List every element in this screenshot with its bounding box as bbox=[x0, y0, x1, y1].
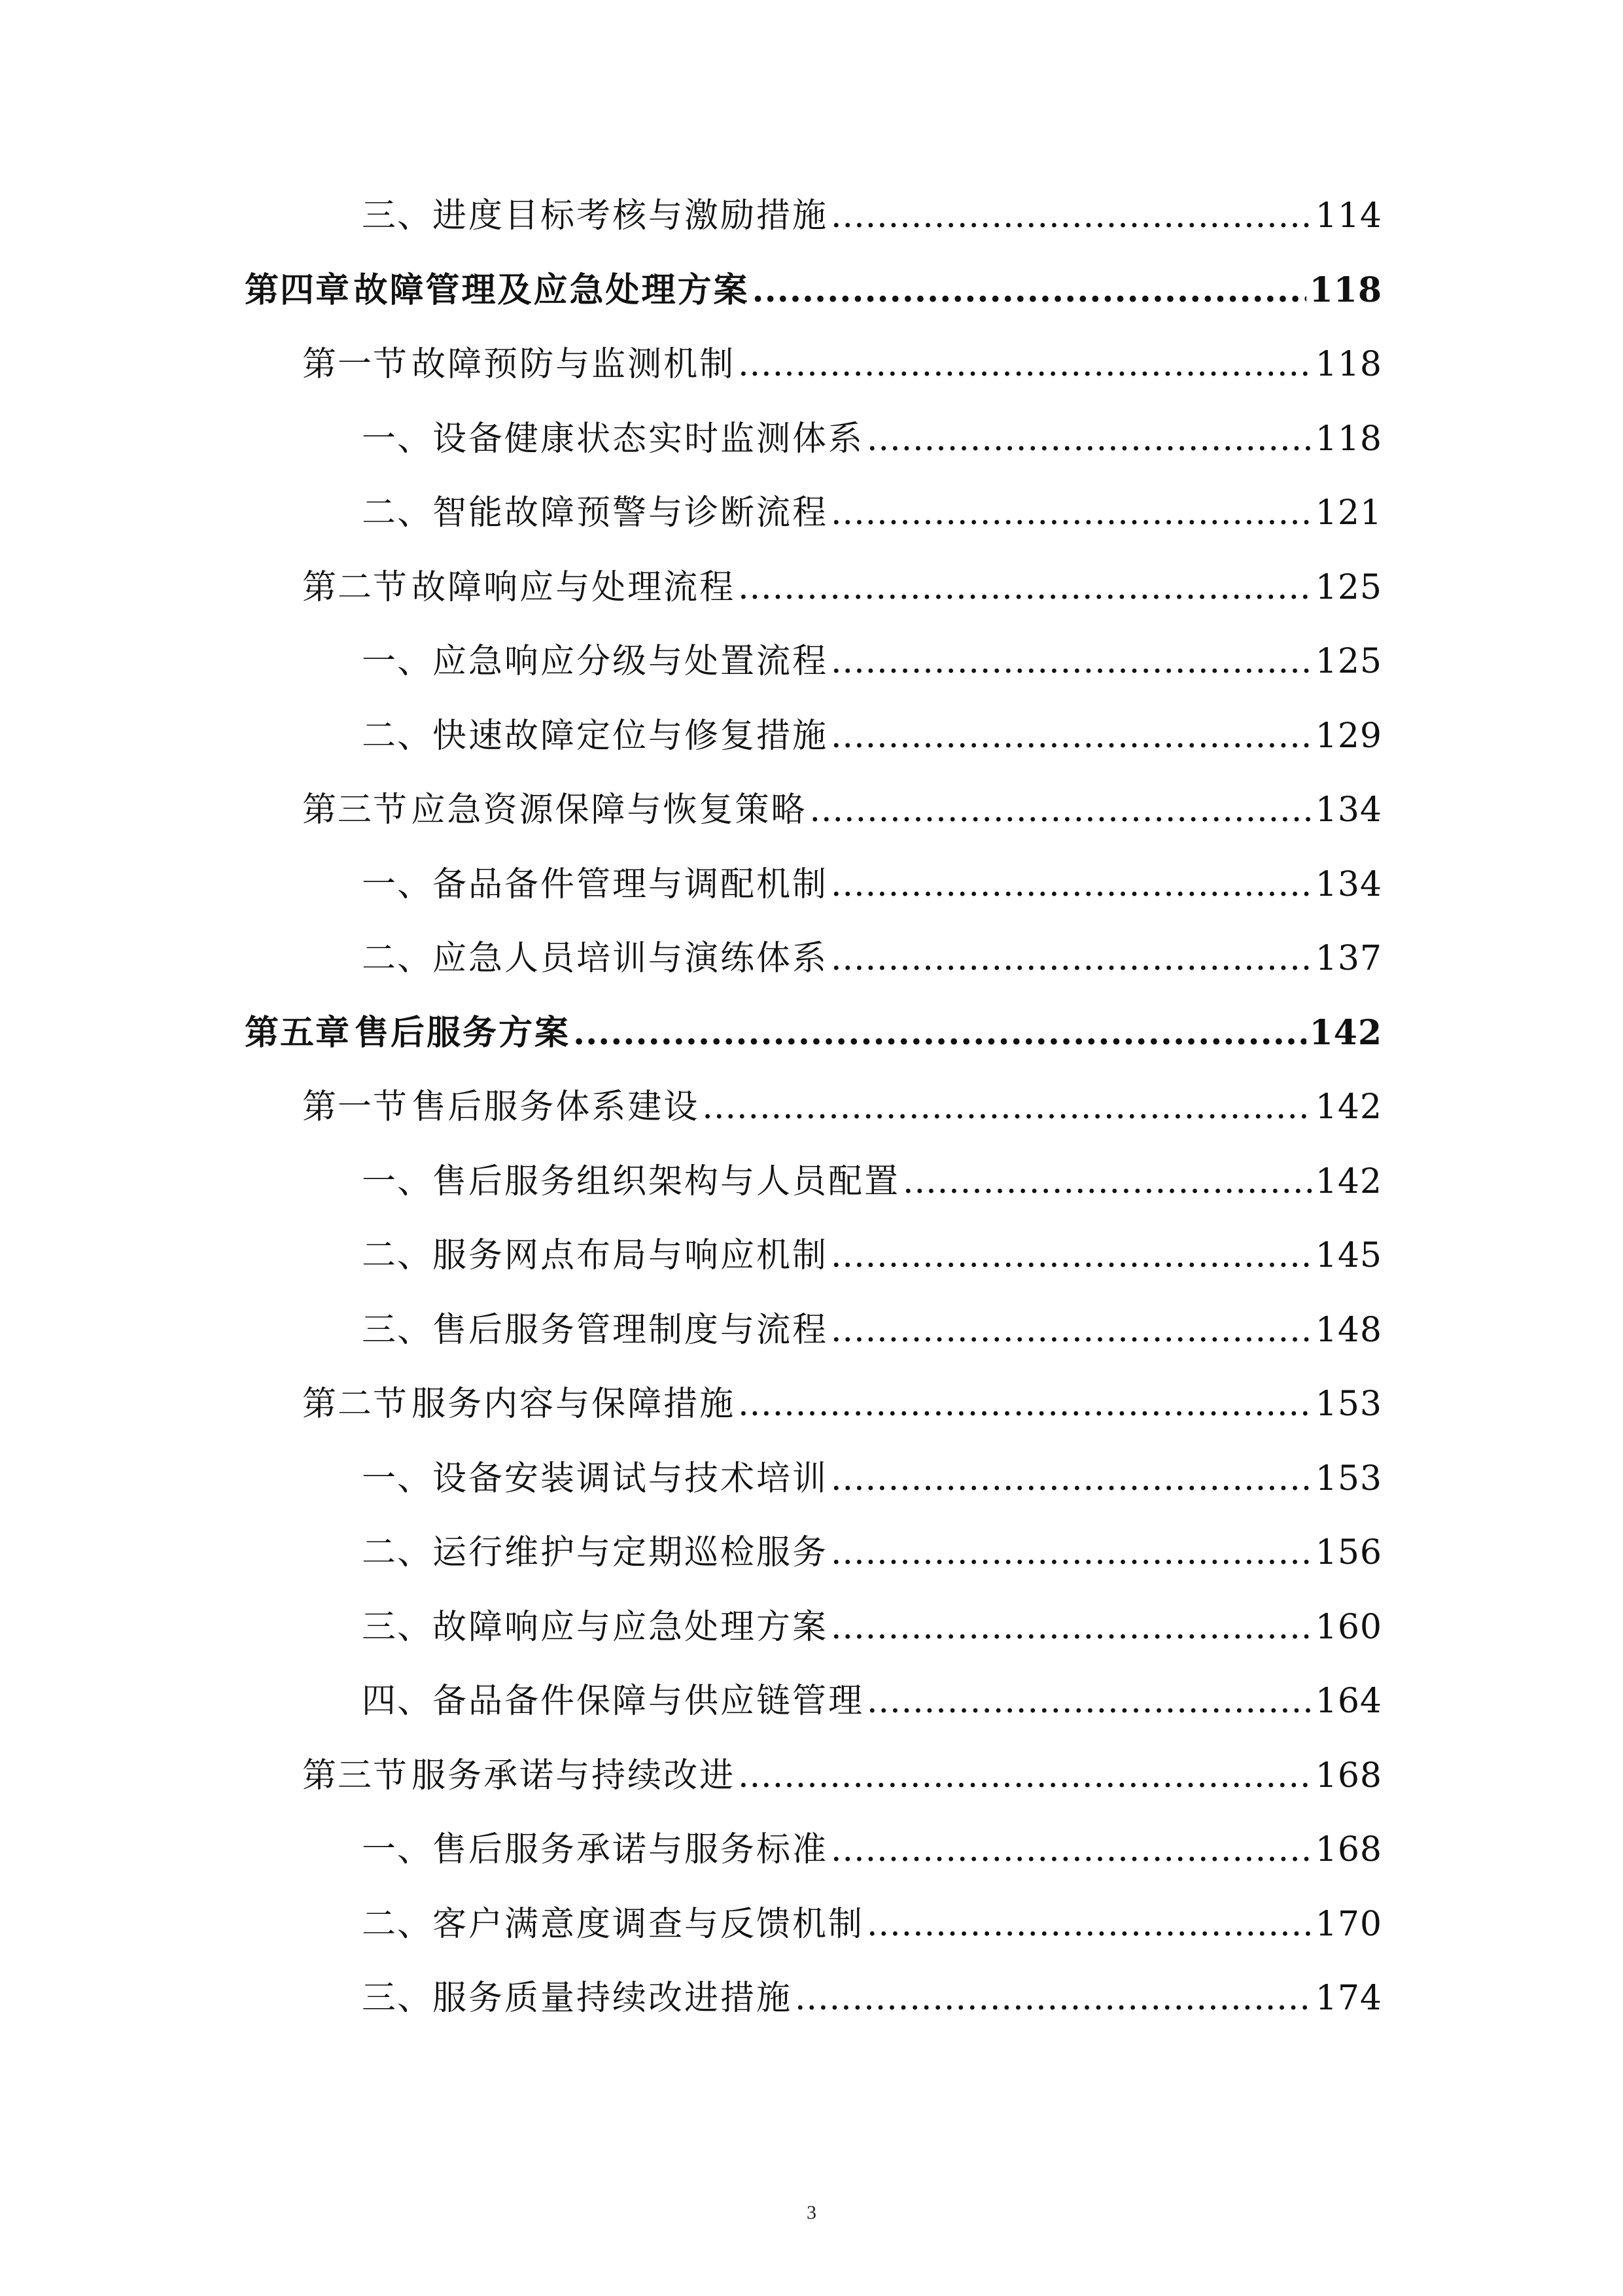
toc-entry-title: 智能故障预警与诊断流程 bbox=[432, 493, 829, 533]
toc-dot-leader bbox=[738, 1375, 1313, 1434]
toc-dot-leader bbox=[903, 1152, 1313, 1211]
toc-entry-title: 应急人员培训与演练体系 bbox=[432, 939, 829, 978]
toc-entry-title: 售后服务方案 bbox=[354, 1012, 570, 1053]
toc-entry-page-number: 129 bbox=[1315, 716, 1382, 756]
toc-entry-number: 一、 bbox=[362, 642, 433, 681]
toc-entry-page-number: 134 bbox=[1315, 790, 1382, 830]
toc-entry-title: 售后服务体系建设 bbox=[411, 1087, 700, 1127]
toc-entry-page-number: 145 bbox=[1315, 1236, 1382, 1275]
toc-entry-number: 一、 bbox=[362, 1458, 433, 1498]
toc-entry-page-number: 156 bbox=[1315, 1533, 1382, 1572]
toc-entry-item[interactable] bbox=[362, 484, 1382, 542]
toc-dot-leader bbox=[867, 410, 1313, 468]
toc-entry-page-number: 153 bbox=[1315, 1385, 1382, 1424]
toc-entry-number: 一、 bbox=[362, 864, 433, 904]
toc-entry-page-number: 114 bbox=[1315, 196, 1382, 236]
toc-entry-title: 设备健康状态实时监测体系 bbox=[432, 419, 865, 459]
toc-dot-leader bbox=[831, 632, 1313, 691]
toc-dot-leader bbox=[831, 855, 1313, 914]
toc-entry-chapter[interactable] bbox=[245, 1004, 1382, 1063]
toc-entry-title: 服务内容与保障措施 bbox=[411, 1385, 736, 1424]
toc-dot-leader bbox=[738, 558, 1313, 617]
toc-entry-chapter[interactable] bbox=[245, 261, 1382, 320]
toc-entry-number: 二、 bbox=[362, 1236, 433, 1275]
toc-entry-number: 三、 bbox=[362, 196, 433, 236]
toc-entry-item[interactable] bbox=[362, 632, 1382, 691]
toc-entry-page-number: 174 bbox=[1315, 1979, 1382, 2018]
toc-entry-title: 设备安装调试与技术培训 bbox=[432, 1458, 829, 1498]
toc-entry-number: 第四章 bbox=[245, 270, 351, 310]
toc-dot-leader bbox=[809, 781, 1312, 839]
toc-entry-page-number: 168 bbox=[1315, 1830, 1382, 1869]
toc-entry-title: 应急响应分级与处置流程 bbox=[432, 642, 829, 681]
toc-entry-item[interactable] bbox=[362, 1152, 1382, 1211]
toc-entry-title: 服务质量持续改进措施 bbox=[432, 1979, 793, 2018]
toc-entry-number: 二、 bbox=[362, 493, 433, 533]
toc-entry-page-number: 170 bbox=[1315, 1904, 1382, 1944]
toc-entry-item[interactable] bbox=[362, 1523, 1382, 1582]
toc-entry-page-number: 164 bbox=[1315, 1682, 1382, 1721]
toc-entry-number: 二、 bbox=[362, 1904, 433, 1944]
toc-entry-section[interactable] bbox=[302, 781, 1382, 839]
toc-entry-page-number: 142 bbox=[1309, 1012, 1382, 1053]
toc-entry-page-number: 118 bbox=[1315, 419, 1382, 459]
toc-entry-item[interactable] bbox=[362, 707, 1382, 766]
toc-entry-title: 备品备件管理与调配机制 bbox=[432, 864, 829, 904]
toc-entry-title: 运行维护与定期巡检服务 bbox=[432, 1533, 829, 1572]
toc-entry-item[interactable] bbox=[362, 1672, 1382, 1731]
toc-entry-number: 一、 bbox=[362, 1161, 433, 1201]
toc-entry-section[interactable] bbox=[302, 335, 1382, 394]
toc-entry-page-number: 148 bbox=[1315, 1310, 1382, 1350]
toc-entry-page-number: 160 bbox=[1315, 1607, 1382, 1647]
toc-entry-page-number: 118 bbox=[1309, 270, 1382, 310]
toc-entry-number: 四、 bbox=[362, 1682, 433, 1721]
toc-entry-title: 服务网点布局与响应机制 bbox=[432, 1236, 829, 1275]
toc-entry-title: 故障预防与监测机制 bbox=[411, 345, 736, 384]
toc-entry-page-number: 125 bbox=[1315, 567, 1382, 607]
toc-entry-item[interactable] bbox=[362, 1301, 1382, 1360]
toc-entry-section[interactable] bbox=[302, 1375, 1382, 1434]
toc-entry-number: 二、 bbox=[362, 939, 433, 978]
toc-entry-number: 三、 bbox=[362, 1607, 433, 1647]
toc-entry-page-number: 134 bbox=[1315, 864, 1382, 904]
toc-entry-title: 服务承诺与持续改进 bbox=[411, 1756, 736, 1795]
toc-dot-leader bbox=[867, 1672, 1313, 1731]
toc-entry-page-number: 137 bbox=[1315, 939, 1382, 978]
toc-entry-number: 第一节 bbox=[302, 345, 409, 384]
toc-entry-page-number: 168 bbox=[1315, 1756, 1382, 1795]
toc-entry-title: 备品备件保障与供应链管理 bbox=[432, 1682, 865, 1721]
toc-entry-title: 客户满意度调查与反馈机制 bbox=[432, 1904, 865, 1944]
toc-entry-number: 二、 bbox=[362, 716, 433, 756]
toc-dot-leader bbox=[831, 1523, 1313, 1582]
toc-dot-leader bbox=[831, 1226, 1313, 1285]
toc-entry-title: 故障响应与处理流程 bbox=[411, 567, 736, 607]
toc-entry-section[interactable] bbox=[302, 1078, 1382, 1137]
toc-dot-leader bbox=[831, 1301, 1313, 1360]
toc-entry-item[interactable] bbox=[362, 929, 1382, 988]
toc-dot-leader bbox=[752, 261, 1307, 320]
toc-entry-number: 三、 bbox=[362, 1310, 433, 1350]
toc-entry-item[interactable] bbox=[362, 1449, 1382, 1508]
toc-entry-item[interactable] bbox=[362, 186, 1382, 245]
toc-dot-leader bbox=[831, 484, 1313, 542]
toc-dot-leader bbox=[573, 1004, 1306, 1063]
toc-entry-number: 三、 bbox=[362, 1979, 433, 2018]
toc-entry-page-number: 118 bbox=[1315, 345, 1382, 384]
toc-entry-title: 应急资源保障与恢复策略 bbox=[411, 790, 807, 830]
toc-entry-number: 第三节 bbox=[302, 1756, 409, 1795]
toc-entry-item[interactable] bbox=[362, 410, 1382, 468]
toc-entry-item[interactable] bbox=[362, 855, 1382, 914]
toc-entry-page-number: 121 bbox=[1315, 493, 1382, 533]
toc-entry-page-number: 142 bbox=[1315, 1087, 1382, 1127]
toc-dot-leader bbox=[831, 186, 1313, 245]
toc-entry-title: 故障管理及应急处理方案 bbox=[353, 270, 750, 310]
toc-dot-leader bbox=[831, 1449, 1313, 1508]
toc-entry-number: 第一节 bbox=[302, 1087, 409, 1127]
toc-dot-leader bbox=[738, 335, 1313, 394]
toc-entry-section[interactable] bbox=[302, 558, 1382, 617]
toc-entry-title: 快速故障定位与修复措施 bbox=[432, 716, 829, 756]
page-number: 3 bbox=[807, 2202, 816, 2223]
toc-entry-number: 第二节 bbox=[302, 567, 409, 607]
toc-entry-page-number: 153 bbox=[1315, 1458, 1382, 1498]
toc-entry-page-number: 142 bbox=[1315, 1161, 1382, 1201]
toc-entry-item[interactable] bbox=[362, 1598, 1382, 1657]
toc-dot-leader bbox=[702, 1078, 1312, 1137]
toc-entry-number: 一、 bbox=[362, 419, 433, 459]
toc-entry-page-number: 125 bbox=[1315, 642, 1382, 681]
toc-dot-leader bbox=[831, 1820, 1313, 1879]
toc-entry-title: 售后服务组织架构与人员配置 bbox=[432, 1161, 901, 1201]
toc-entry-item[interactable] bbox=[362, 1226, 1382, 1285]
toc-dot-leader bbox=[795, 1969, 1313, 2028]
toc-entry-item[interactable] bbox=[362, 1820, 1382, 1879]
toc-entry-number: 第二节 bbox=[302, 1385, 409, 1424]
toc-entry-title: 售后服务管理制度与流程 bbox=[432, 1310, 829, 1350]
toc-entry-number: 一、 bbox=[362, 1830, 433, 1869]
toc-entry-item[interactable] bbox=[362, 1895, 1382, 1954]
toc-entry-title: 故障响应与应急处理方案 bbox=[432, 1607, 829, 1647]
toc-entry-number: 第三节 bbox=[302, 790, 409, 830]
toc-entry-title: 进度目标考核与激励措施 bbox=[432, 196, 829, 236]
toc-dot-leader bbox=[867, 1895, 1313, 1954]
toc-dot-leader bbox=[831, 1598, 1313, 1657]
toc-dot-leader bbox=[831, 929, 1313, 988]
toc-dot-leader bbox=[831, 707, 1313, 766]
toc-entry-item[interactable] bbox=[362, 1969, 1382, 2028]
toc-entry-number: 第五章 bbox=[245, 1012, 351, 1053]
toc-entry-section[interactable] bbox=[302, 1746, 1382, 1805]
toc-dot-leader bbox=[738, 1746, 1313, 1805]
toc-entry-title: 售后服务承诺与服务标准 bbox=[432, 1830, 829, 1869]
toc-entry-number: 二、 bbox=[362, 1533, 433, 1572]
